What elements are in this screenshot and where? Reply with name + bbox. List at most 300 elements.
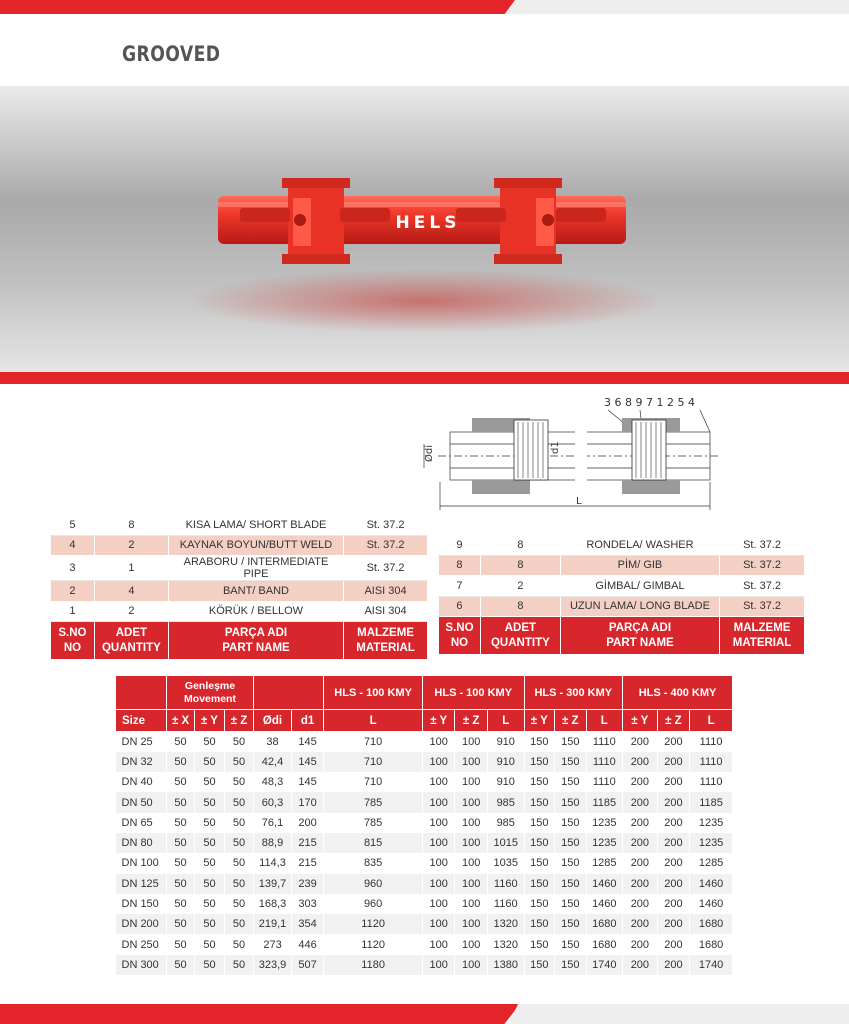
bottom-decor-bar [0, 1004, 849, 1024]
reflection-shadow [185, 269, 665, 333]
value-cell: 50 [224, 752, 253, 772]
value-cell: 215 [291, 833, 324, 853]
value-cell: 50 [166, 853, 194, 873]
table-row [116, 934, 733, 954]
value-cell: 50 [195, 955, 224, 975]
value-cell: 200 [623, 894, 658, 914]
cross-section-diagram [410, 392, 720, 514]
part-qty: 2 [480, 576, 560, 597]
value-cell: 50 [166, 833, 194, 853]
part-name: KAYNAK BOYUN/BUTT WELD [168, 535, 343, 556]
value-cell: 50 [224, 732, 253, 752]
value-cell: 354 [291, 914, 324, 934]
value-cell: 42,4 [254, 752, 292, 772]
value-cell: 50 [166, 792, 194, 812]
part-name: BANT/ BAND [168, 581, 343, 602]
part-material: St. 37.2 [344, 556, 428, 581]
part-qty: 8 [480, 535, 560, 556]
value-cell: 50 [195, 792, 224, 812]
header-qty: ADET QUANTITY [480, 617, 560, 655]
column-header: d1 [291, 710, 324, 732]
table-row [116, 874, 733, 894]
parts-header-row [51, 622, 428, 660]
column-header: ± Z [224, 710, 253, 732]
value-cell: 200 [623, 813, 658, 833]
value-cell: 1680 [586, 914, 623, 934]
value-cell: 100 [422, 853, 455, 873]
value-cell: 145 [291, 772, 324, 792]
value-cell: 815 [324, 833, 423, 853]
value-cell: 200 [657, 813, 690, 833]
header-part-name: PARÇA ADI PART NAME [168, 622, 343, 660]
value-cell: 50 [224, 934, 253, 954]
value-cell: 1015 [487, 833, 524, 853]
size-cell: DN 150 [116, 894, 167, 914]
value-cell: 1110 [690, 772, 733, 792]
value-cell: 60,3 [254, 792, 292, 812]
value-cell: 1680 [586, 934, 623, 954]
product-photo [0, 86, 849, 374]
value-cell: 50 [195, 772, 224, 792]
value-cell: 150 [524, 934, 554, 954]
value-cell: 1235 [586, 813, 623, 833]
value-cell: 1110 [586, 772, 623, 792]
value-cell: 100 [455, 732, 488, 752]
value-cell: 170 [291, 792, 324, 812]
size-cell: DN 40 [116, 772, 167, 792]
value-cell: 50 [195, 853, 224, 873]
value-cell: 100 [422, 732, 455, 752]
part-qty: 8 [480, 596, 560, 617]
part-no: 6 [439, 596, 481, 617]
value-cell: 200 [657, 772, 690, 792]
column-header: Ødi [254, 710, 292, 732]
value-cell: 145 [291, 732, 324, 752]
value-cell: 200 [657, 833, 690, 853]
part-no: 9 [439, 535, 481, 556]
column-header: L [586, 710, 623, 732]
part-qty: 4 [94, 581, 168, 602]
table-row [116, 914, 733, 934]
value-cell: 100 [455, 833, 488, 853]
value-cell: 168,3 [254, 894, 292, 914]
value-cell: 1120 [324, 934, 423, 954]
value-cell: 100 [455, 752, 488, 772]
value-cell: 200 [657, 894, 690, 914]
value-cell: 985 [487, 813, 524, 833]
value-cell: 150 [524, 732, 554, 752]
column-header: ± Z [455, 710, 488, 732]
part-name: ARABORU / INTERMEDIATE PIPE [168, 556, 343, 581]
value-cell: 200 [657, 853, 690, 873]
value-cell: 150 [555, 914, 587, 934]
value-cell: 910 [487, 772, 524, 792]
column-header: ± Y [524, 710, 554, 732]
column-header: ± Z [657, 710, 690, 732]
value-cell: 200 [623, 934, 658, 954]
part-name: RONDELA/ WASHER [560, 535, 719, 556]
value-cell: 200 [623, 833, 658, 853]
value-cell: 150 [555, 934, 587, 954]
value-cell: 48,3 [254, 772, 292, 792]
value-cell: 200 [657, 874, 690, 894]
value-cell: 50 [224, 853, 253, 873]
value-cell: 1320 [487, 914, 524, 934]
value-cell: 50 [195, 874, 224, 894]
value-cell: 88,9 [254, 833, 292, 853]
column-header: ± Y [623, 710, 658, 732]
value-cell: 100 [455, 792, 488, 812]
table-row [116, 853, 733, 873]
value-cell: 50 [195, 934, 224, 954]
header-part-name: PARÇA ADI PART NAME [560, 617, 719, 655]
value-cell: 1285 [690, 853, 733, 873]
column-header: ± Z [555, 710, 587, 732]
value-cell: 1380 [487, 955, 524, 975]
value-cell: 1680 [690, 914, 733, 934]
value-cell: 1035 [487, 853, 524, 873]
value-cell: 785 [324, 813, 423, 833]
value-cell: 100 [422, 792, 455, 812]
table-row [51, 515, 428, 536]
value-cell: 150 [555, 792, 587, 812]
table-row [116, 732, 733, 752]
group-header-4: HLS - 400 KMY [623, 676, 733, 710]
top-red-stripe [0, 0, 515, 14]
value-cell: 150 [524, 772, 554, 792]
column-header: ± Y [422, 710, 455, 732]
value-cell: 200 [291, 813, 324, 833]
right-gimbal-assembly [456, 178, 606, 264]
value-cell: 200 [623, 914, 658, 934]
left-gimbal-assembly [240, 178, 390, 264]
value-cell: 1740 [690, 955, 733, 975]
value-cell: 50 [195, 732, 224, 752]
value-cell: 200 [657, 934, 690, 954]
length-label: L [576, 496, 582, 507]
value-cell: 1235 [690, 833, 733, 853]
value-cell: 710 [324, 752, 423, 772]
table-row [116, 752, 733, 772]
value-cell: 785 [324, 792, 423, 812]
value-cell: 100 [422, 955, 455, 975]
value-cell: 200 [623, 853, 658, 873]
value-cell: 960 [324, 894, 423, 914]
value-cell: 1235 [586, 833, 623, 853]
column-header: L [690, 710, 733, 732]
value-cell: 985 [487, 792, 524, 812]
bottom-red-stripe [0, 1004, 520, 1024]
value-cell: 910 [487, 732, 524, 752]
value-cell: 50 [195, 894, 224, 914]
hero-red-band [0, 372, 849, 384]
value-cell: 150 [555, 813, 587, 833]
value-cell: 1740 [586, 955, 623, 975]
value-cell: 50 [224, 874, 253, 894]
value-cell: 150 [555, 853, 587, 873]
value-cell: 835 [324, 853, 423, 873]
value-cell: 150 [524, 874, 554, 894]
page-title: GROOVED [122, 42, 221, 66]
part-material: St. 37.2 [720, 555, 805, 576]
value-cell: 200 [657, 752, 690, 772]
part-qty: 2 [94, 535, 168, 556]
table-row [51, 601, 428, 622]
table-row [439, 596, 805, 617]
part-no: 5 [51, 515, 95, 536]
value-cell: 507 [291, 955, 324, 975]
value-cell: 150 [555, 752, 587, 772]
expansion-joint-image [0, 86, 849, 374]
value-cell: 710 [324, 772, 423, 792]
table-row [116, 772, 733, 792]
parts-header-row [439, 617, 805, 655]
value-cell: 150 [555, 894, 587, 914]
table-row [116, 792, 733, 812]
value-cell: 150 [524, 894, 554, 914]
part-qty: 2 [94, 601, 168, 622]
value-cell: 200 [657, 955, 690, 975]
part-name: UZUN LAMA/ LONG BLADE [560, 596, 719, 617]
value-cell: 100 [422, 914, 455, 934]
value-cell: 150 [555, 732, 587, 752]
di-label: Ødi [424, 445, 435, 462]
value-cell: 960 [324, 874, 423, 894]
value-cell: 239 [291, 874, 324, 894]
top-grey-stripe [505, 0, 849, 14]
callout-numbers: 3 6 8 9 7 1 2 5 4 [604, 396, 695, 409]
part-no: 2 [51, 581, 95, 602]
part-no: 3 [51, 556, 95, 581]
value-cell: 100 [422, 772, 455, 792]
table-row [116, 833, 733, 853]
size-cell: DN 50 [116, 792, 167, 812]
dimensions-table [115, 675, 733, 975]
value-cell: 50 [195, 914, 224, 934]
value-cell: 1680 [690, 934, 733, 954]
value-cell: 1460 [586, 874, 623, 894]
part-material: St. 37.2 [720, 535, 805, 556]
value-cell: 50 [166, 813, 194, 833]
group-header-1: HLS - 100 KMY [324, 676, 423, 710]
size-cell: DN 100 [116, 853, 167, 873]
table-row [439, 535, 805, 556]
part-material: St. 37.2 [344, 515, 428, 536]
size-cell: DN 250 [116, 934, 167, 954]
value-cell: 200 [623, 732, 658, 752]
size-cell: DN 80 [116, 833, 167, 853]
parts-table-left [50, 514, 428, 660]
value-cell: 200 [623, 752, 658, 772]
value-cell: 100 [455, 914, 488, 934]
value-cell: 303 [291, 894, 324, 914]
value-cell: 323,9 [254, 955, 292, 975]
value-cell: 100 [455, 955, 488, 975]
table-row [439, 555, 805, 576]
value-cell: 139,7 [254, 874, 292, 894]
value-cell: 1160 [487, 874, 524, 894]
value-cell: 150 [524, 914, 554, 934]
value-cell: 150 [524, 833, 554, 853]
value-cell: 150 [524, 853, 554, 873]
d1-label: d1 [550, 441, 561, 454]
header-sno: S.NO NO [51, 622, 95, 660]
part-material: AISI 304 [344, 581, 428, 602]
value-cell: 100 [455, 853, 488, 873]
table-row [116, 894, 733, 914]
value-cell: 100 [422, 894, 455, 914]
dims-group-header-row [116, 676, 733, 710]
value-cell: 50 [166, 894, 194, 914]
column-header: ± X [166, 710, 194, 732]
value-cell: 1120 [324, 914, 423, 934]
value-cell: 100 [422, 813, 455, 833]
part-qty: 8 [480, 555, 560, 576]
part-qty: 8 [94, 515, 168, 536]
value-cell: 1160 [487, 894, 524, 914]
value-cell: 273 [254, 934, 292, 954]
value-cell: 50 [195, 813, 224, 833]
brand-logo: HELS [395, 213, 461, 233]
technical-drawing [410, 392, 720, 514]
value-cell: 910 [487, 752, 524, 772]
value-cell: 100 [455, 894, 488, 914]
value-cell: 150 [524, 792, 554, 812]
group-header-3: HLS - 300 KMY [524, 676, 623, 710]
value-cell: 150 [555, 833, 587, 853]
header-qty: ADET QUANTITY [94, 622, 168, 660]
value-cell: 50 [224, 833, 253, 853]
value-cell: 1110 [586, 732, 623, 752]
value-cell: 100 [455, 772, 488, 792]
value-cell: 50 [166, 752, 194, 772]
value-cell: 100 [455, 934, 488, 954]
part-qty: 1 [94, 556, 168, 581]
value-cell: 150 [555, 772, 587, 792]
part-material: St. 37.2 [720, 576, 805, 597]
value-cell: 1285 [586, 853, 623, 873]
value-cell: 200 [623, 772, 658, 792]
value-cell: 200 [657, 732, 690, 752]
value-cell: 1460 [586, 894, 623, 914]
value-cell: 150 [524, 752, 554, 772]
header-sno: S.NO NO [439, 617, 481, 655]
value-cell: 114,3 [254, 853, 292, 873]
part-name: GİMBAL/ GIMBAL [560, 576, 719, 597]
dims-column-header-row [116, 710, 733, 732]
bottom-grey-stripe [508, 1004, 849, 1024]
value-cell: 1460 [690, 874, 733, 894]
value-cell: 100 [422, 833, 455, 853]
group-header-2: HLS - 100 KMY [422, 676, 524, 710]
part-no: 1 [51, 601, 95, 622]
value-cell: 145 [291, 752, 324, 772]
value-cell: 76,1 [254, 813, 292, 833]
column-header: L [487, 710, 524, 732]
value-cell: 50 [166, 955, 194, 975]
blank-header-cell [254, 676, 324, 710]
value-cell: 50 [224, 955, 253, 975]
value-cell: 150 [555, 874, 587, 894]
table-row [116, 955, 733, 975]
value-cell: 50 [195, 833, 224, 853]
value-cell: 200 [623, 955, 658, 975]
value-cell: 100 [455, 874, 488, 894]
column-header: L [324, 710, 423, 732]
movement-header: Genleşme Movement [166, 676, 253, 710]
value-cell: 50 [224, 772, 253, 792]
value-cell: 1235 [690, 813, 733, 833]
value-cell: 50 [224, 792, 253, 812]
value-cell: 1185 [690, 792, 733, 812]
size-cell: DN 200 [116, 914, 167, 934]
value-cell: 1110 [690, 752, 733, 772]
blank-header-cell [116, 676, 167, 710]
value-cell: 1110 [690, 732, 733, 752]
value-cell: 100 [455, 813, 488, 833]
value-cell: 150 [555, 955, 587, 975]
value-cell: 50 [224, 914, 253, 934]
size-cell: DN 300 [116, 955, 167, 975]
size-cell: DN 65 [116, 813, 167, 833]
parts-table-right [438, 534, 805, 655]
value-cell: 50 [166, 772, 194, 792]
part-name: KISA LAMA/ SHORT BLADE [168, 515, 343, 536]
value-cell: 1185 [586, 792, 623, 812]
value-cell: 50 [224, 894, 253, 914]
value-cell: 1110 [586, 752, 623, 772]
top-decor-bar [0, 0, 849, 14]
part-name: PİM/ GIB [560, 555, 719, 576]
value-cell: 50 [166, 914, 194, 934]
size-cell: DN 125 [116, 874, 167, 894]
value-cell: 50 [224, 813, 253, 833]
value-cell: 100 [422, 934, 455, 954]
table-row [116, 813, 733, 833]
value-cell: 200 [623, 874, 658, 894]
value-cell: 446 [291, 934, 324, 954]
part-name: KÖRÜK / BELLOW [168, 601, 343, 622]
value-cell: 710 [324, 732, 423, 752]
part-no: 7 [439, 576, 481, 597]
part-material: AISI 304 [344, 601, 428, 622]
value-cell: 215 [291, 853, 324, 873]
size-cell: DN 25 [116, 732, 167, 752]
value-cell: 1460 [690, 894, 733, 914]
header-material: MALZEME MATERIAL [344, 622, 428, 660]
column-header: ± Y [195, 710, 224, 732]
value-cell: 100 [422, 752, 455, 772]
value-cell: 1180 [324, 955, 423, 975]
header-material: MALZEME MATERIAL [720, 617, 805, 655]
table-row [51, 535, 428, 556]
part-material: St. 37.2 [344, 535, 428, 556]
part-no: 4 [51, 535, 95, 556]
value-cell: 100 [422, 874, 455, 894]
value-cell: 150 [524, 955, 554, 975]
value-cell: 50 [166, 732, 194, 752]
value-cell: 50 [195, 752, 224, 772]
value-cell: 50 [166, 874, 194, 894]
size-cell: DN 32 [116, 752, 167, 772]
part-no: 8 [439, 555, 481, 576]
value-cell: 150 [524, 813, 554, 833]
value-cell: 200 [657, 792, 690, 812]
table-row [51, 556, 428, 581]
column-header: Size [116, 710, 167, 732]
table-row [439, 576, 805, 597]
value-cell: 200 [657, 914, 690, 934]
